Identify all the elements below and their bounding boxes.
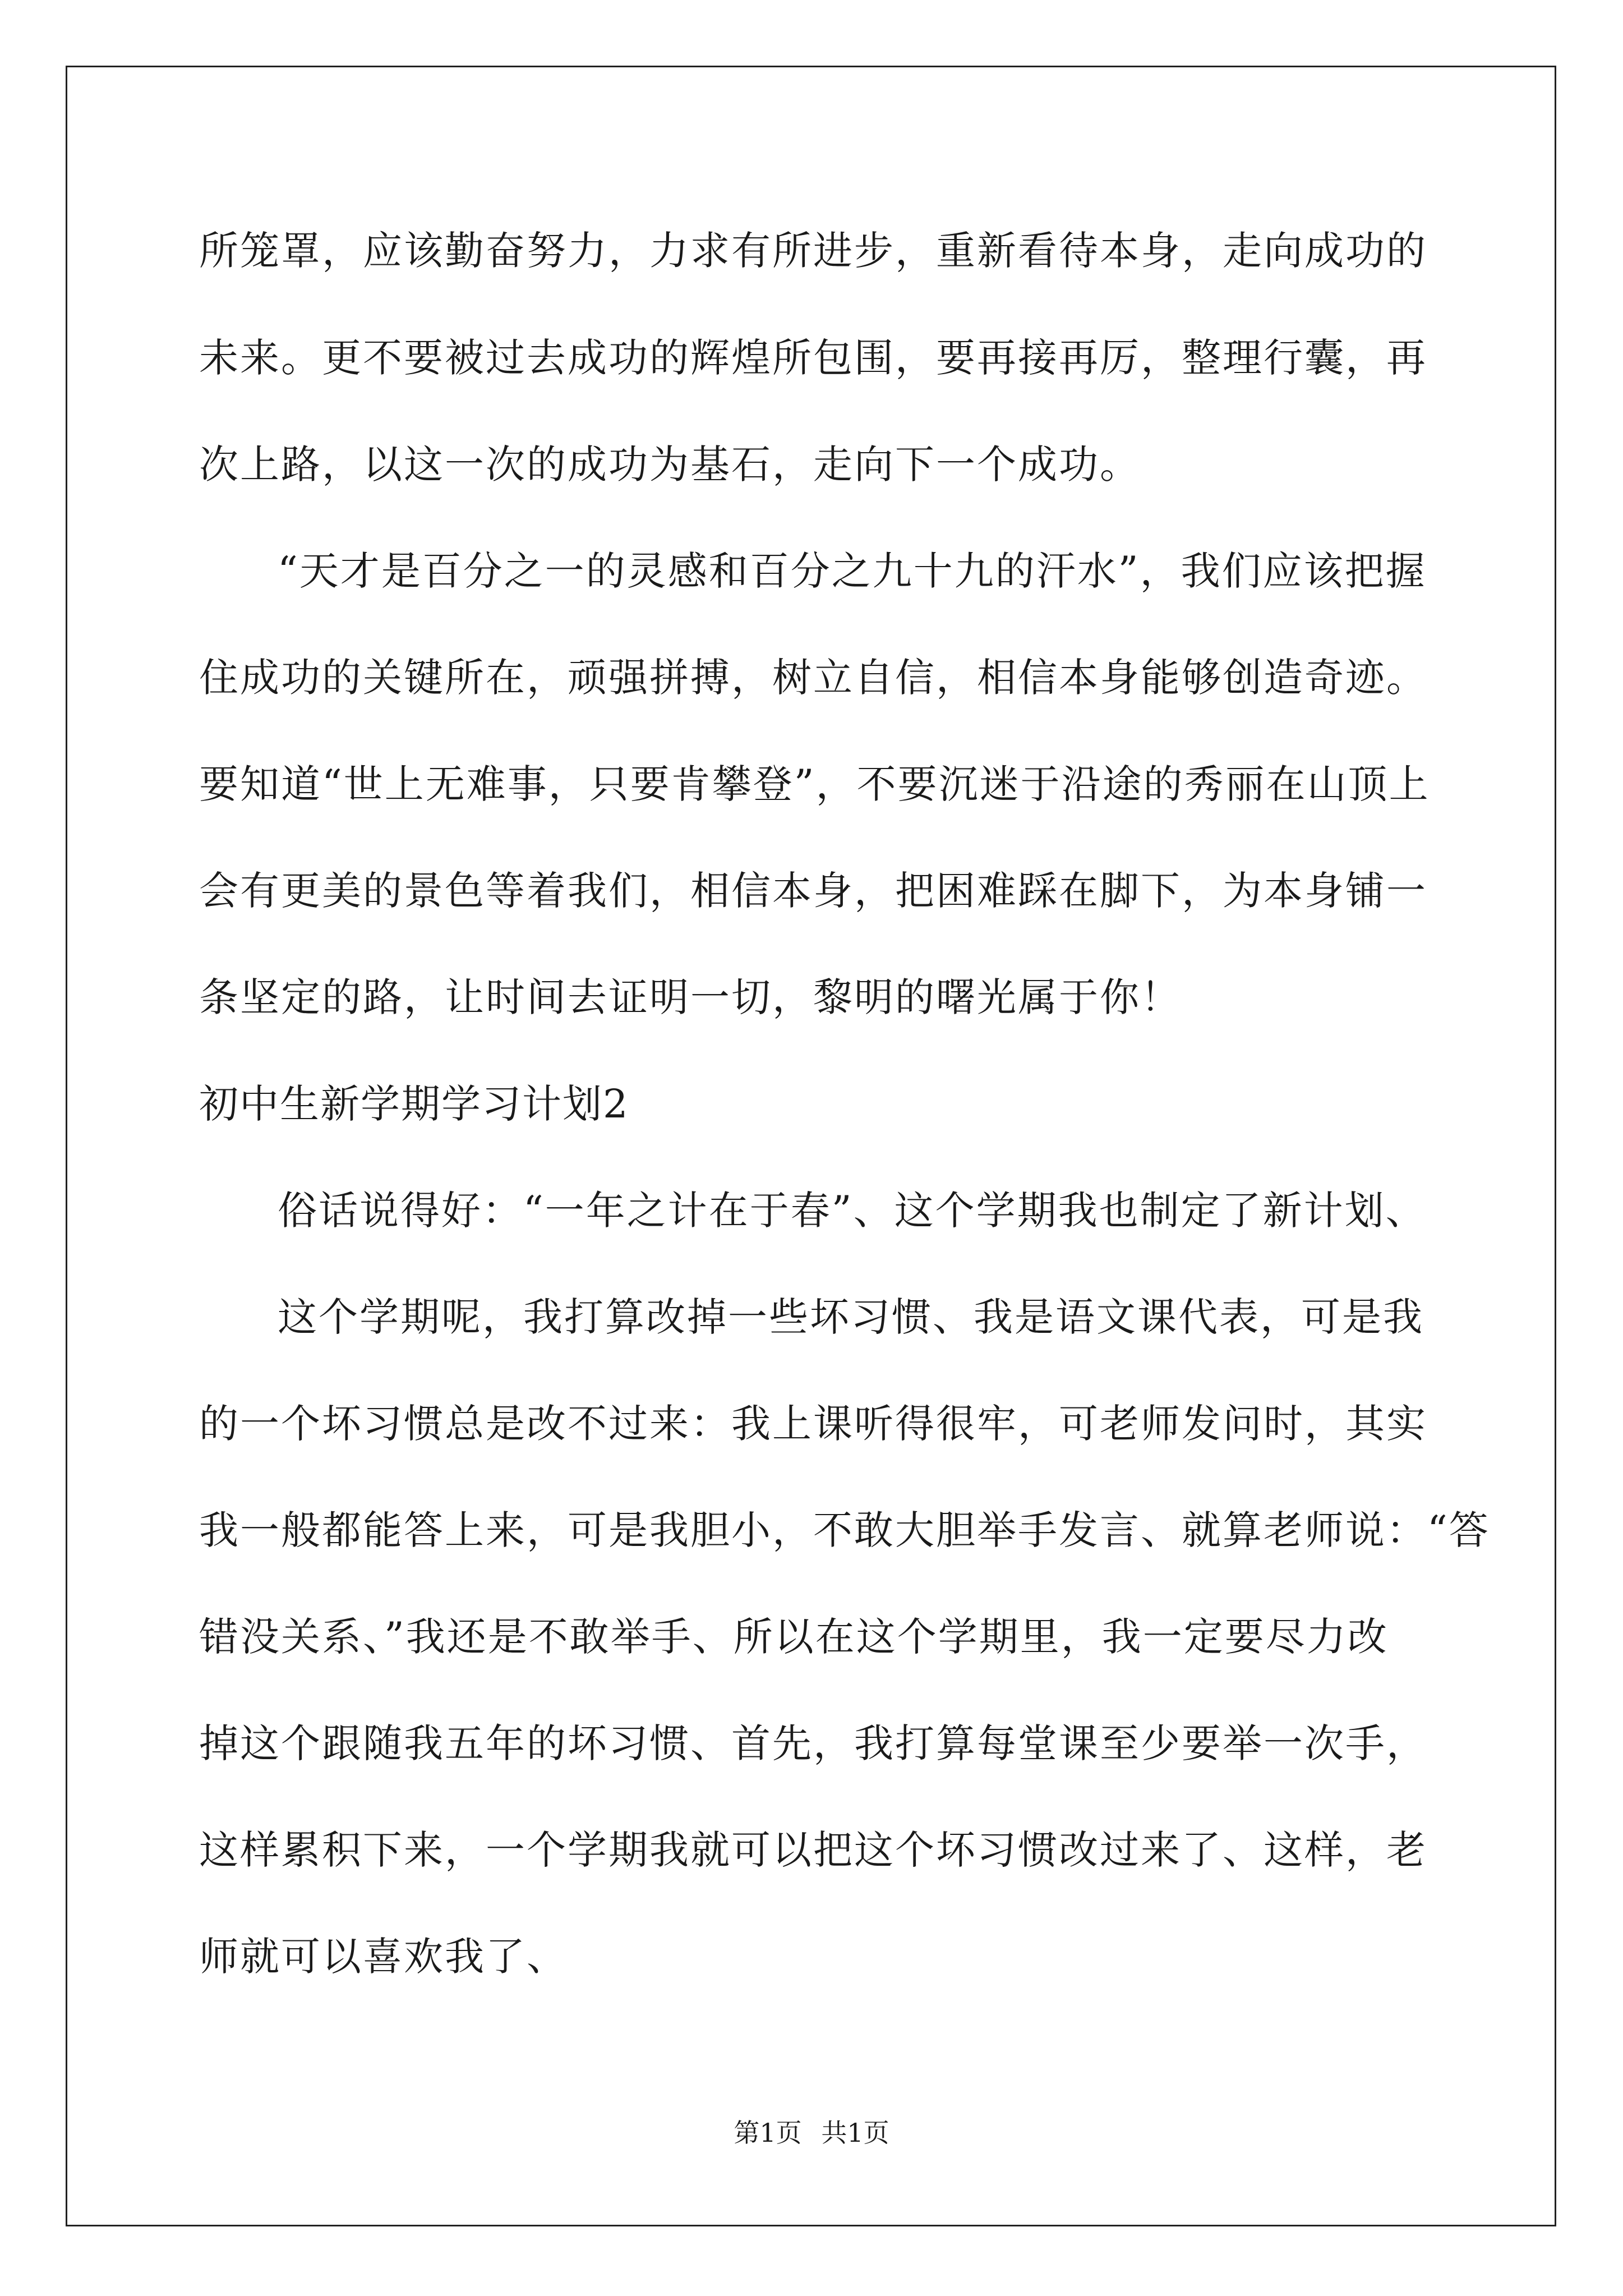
paragraph-line: 这样累积下来，一个学期我就可以把这个坏习惯改过来了、这样，老 xyxy=(199,1827,1427,1873)
paragraph-line: 未来。更不要被过去成功的辉煌所包围，要再接再厉，整理行囊，再 xyxy=(199,335,1427,381)
paragraph-line: 所笼罩，应该勤奋努力，力求有所进步，重新看待本身，走向成功的 xyxy=(199,228,1427,274)
paragraph-line: 错没关系、”我还是不敢举手、所以在这个学期里，我一定要尽力改 xyxy=(199,1614,1389,1660)
paragraph-line: “天才是百分之一的灵感和百分之九十九的汗水”，我们应该把握 xyxy=(278,548,1427,594)
paragraph-line: 我一般都能答上来，可是我胆小，不敢大胆举手发言、就算老师说：“答 xyxy=(199,1507,1490,1553)
paragraph-line: 掉这个跟随我五年的坏习惯、首先，我打算每堂课至少要举一次手， xyxy=(199,1720,1427,1766)
page-number: 第1页 xyxy=(734,2118,802,2148)
paragraph-line: 住成功的关键所在，顽强拼搏，树立自信，相信本身能够创造奇迹。 xyxy=(199,655,1427,701)
paragraph-line: 这个学期呢，我打算改掉一些坏习惯、我是语文课代表，可是我 xyxy=(278,1294,1424,1340)
paragraph-line: 次上路，以这一次的成功为基石，走向下一个成功。 xyxy=(199,441,1141,487)
paragraph-line: 的一个坏习惯总是改不过来：我上课听得很牢，可老师发问时，其实 xyxy=(199,1401,1427,1447)
page-border xyxy=(66,66,1556,2226)
paragraph-line: 师就可以喜欢我了、 xyxy=(199,1934,568,1980)
page-footer xyxy=(0,2116,1623,2150)
paragraph-line: 条坚定的路，让时间去证明一切，黎明的曙光属于你！ xyxy=(199,974,1182,1020)
page-count: 共1页 xyxy=(821,2118,889,2148)
section-heading: 初中生新学期学习计划2 xyxy=(199,1081,629,1127)
paragraph-line: 要知道“世上无难事，只要肯攀登”，不要沉迷于沿途的秀丽在山顶上 xyxy=(199,761,1430,807)
paragraph-line: 俗话说得好：“一年之计在于春”、这个学期我也制定了新计划、 xyxy=(278,1188,1427,1234)
paragraph-line: 会有更美的景色等着我们，相信本身，把困难踩在脚下，为本身铺一 xyxy=(199,868,1427,914)
